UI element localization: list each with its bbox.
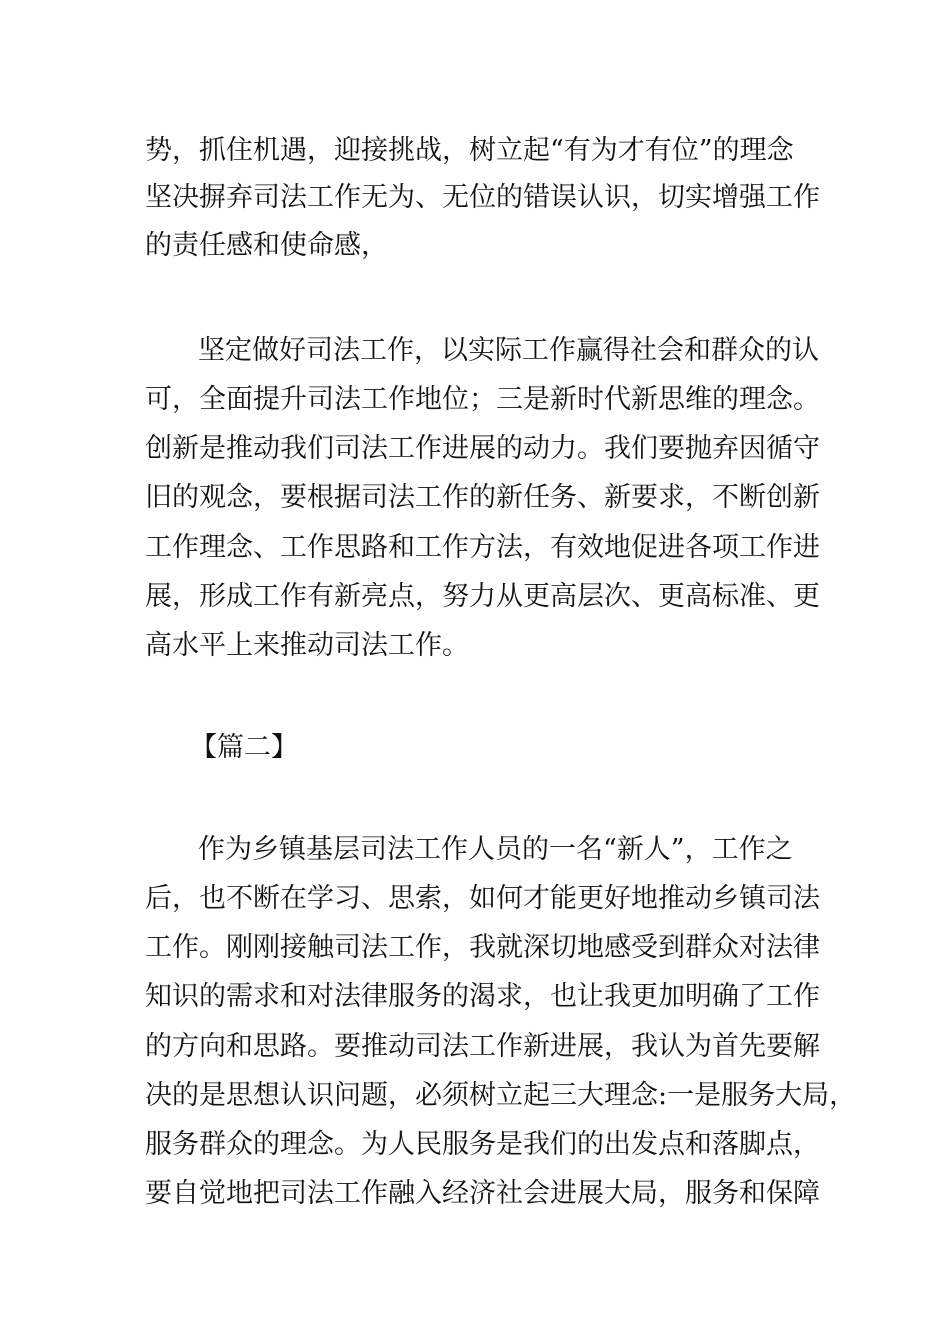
paragraph-3-line-7: 服务群众的理念。为人民服务是我们的出发点和落脚点，	[145, 1129, 820, 1160]
paragraph-3-line-4: 知识的需求和对法律服务的渴求，也让我更加明确了工作	[145, 981, 820, 1012]
paragraph-3-line-5: 的方向和思路。要推动司法工作新进展，我认为首先要解	[145, 1031, 820, 1062]
paragraph-1-line-1: 势，抓住机遇，迎接挑战，树立起“有为才有位”的理念	[145, 135, 794, 166]
paragraph-3-line-3: 工作。刚刚接触司法工作，我就深切地感受到群众对法律	[145, 932, 820, 963]
paragraph-3-line-6: 决的是思想认识问题，必须树立起三大理念:一是服务大局，	[145, 1080, 857, 1111]
paragraph-1-line-2: 坚决摒弃司法工作无为、无位的错误认识，切实增强工作	[145, 182, 820, 213]
section-heading: 【篇二】	[190, 732, 298, 763]
paragraph-1-line-3: 的责任感和使命感，	[145, 230, 388, 261]
paragraph-2-line-1: 坚定做好司法工作，以实际工作赢得社会和群众的认	[198, 335, 819, 366]
paragraph-2-line-7: 高水平上来推动司法工作。	[145, 630, 469, 661]
paragraph-2-line-4: 旧的观念，要根据司法工作的新任务、新要求，不断创新	[145, 482, 820, 513]
paragraph-2-line-2: 可，全面提升司法工作地位；三是新时代新思维的理念。	[145, 384, 820, 415]
paragraph-2-line-5: 工作理念、工作思路和工作方法，有效地促进各项工作进	[145, 532, 820, 563]
paragraph-3-line-8: 要自觉地把司法工作融入经济社会进展大局，服务和保障	[145, 1178, 820, 1209]
paragraph-2-line-3: 创新是推动我们司法工作进展的动力。我们要抛弃因循守	[145, 433, 820, 464]
paragraph-3-line-2: 后，也不断在学习、思索，如何才能更好地推动乡镇司法	[145, 883, 820, 914]
paragraph-3-line-1: 作为乡镇基层司法工作人员的一名“新人”，工作之	[198, 834, 793, 865]
paragraph-2-line-6: 展，形成工作有新亮点，努力从更高层次、更高标准、更	[145, 581, 820, 612]
